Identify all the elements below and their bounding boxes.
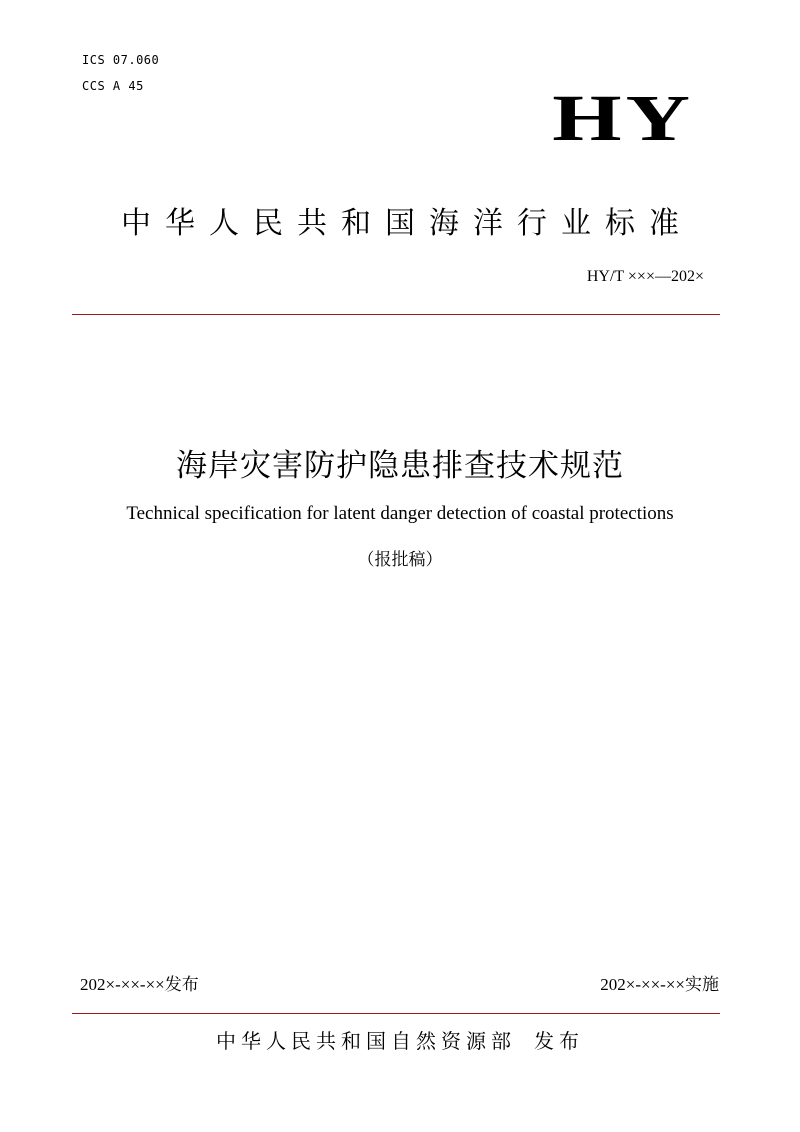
- bottom-divider: [72, 1013, 720, 1014]
- publisher-action: 发布: [534, 1029, 584, 1053]
- draft-status: （报批稿）: [357, 550, 443, 570]
- hy-logo: HY: [552, 82, 694, 155]
- document-title-english: Technical specification for latent danger detection of coastal protections: [126, 503, 674, 524]
- publisher-name: 中华人民共和国自然资源部: [216, 1029, 516, 1053]
- ics-code: ICS 07.060: [82, 53, 160, 67]
- industry-standard-heading: 中华人民共和国海洋行业标准: [121, 206, 693, 241]
- issue-date: 202×-××-××发布: [80, 975, 199, 994]
- implementation-date: 202×-××-××实施: [600, 975, 719, 994]
- standard-number: HY/T ×××—202×: [586, 268, 704, 285]
- top-divider: [72, 314, 720, 315]
- ccs-code: CCS A 45: [82, 79, 144, 93]
- document-title-chinese: 海岸灾害防护隐患排查技术规范: [176, 448, 624, 484]
- publisher-line: [0, 1025, 800, 1054]
